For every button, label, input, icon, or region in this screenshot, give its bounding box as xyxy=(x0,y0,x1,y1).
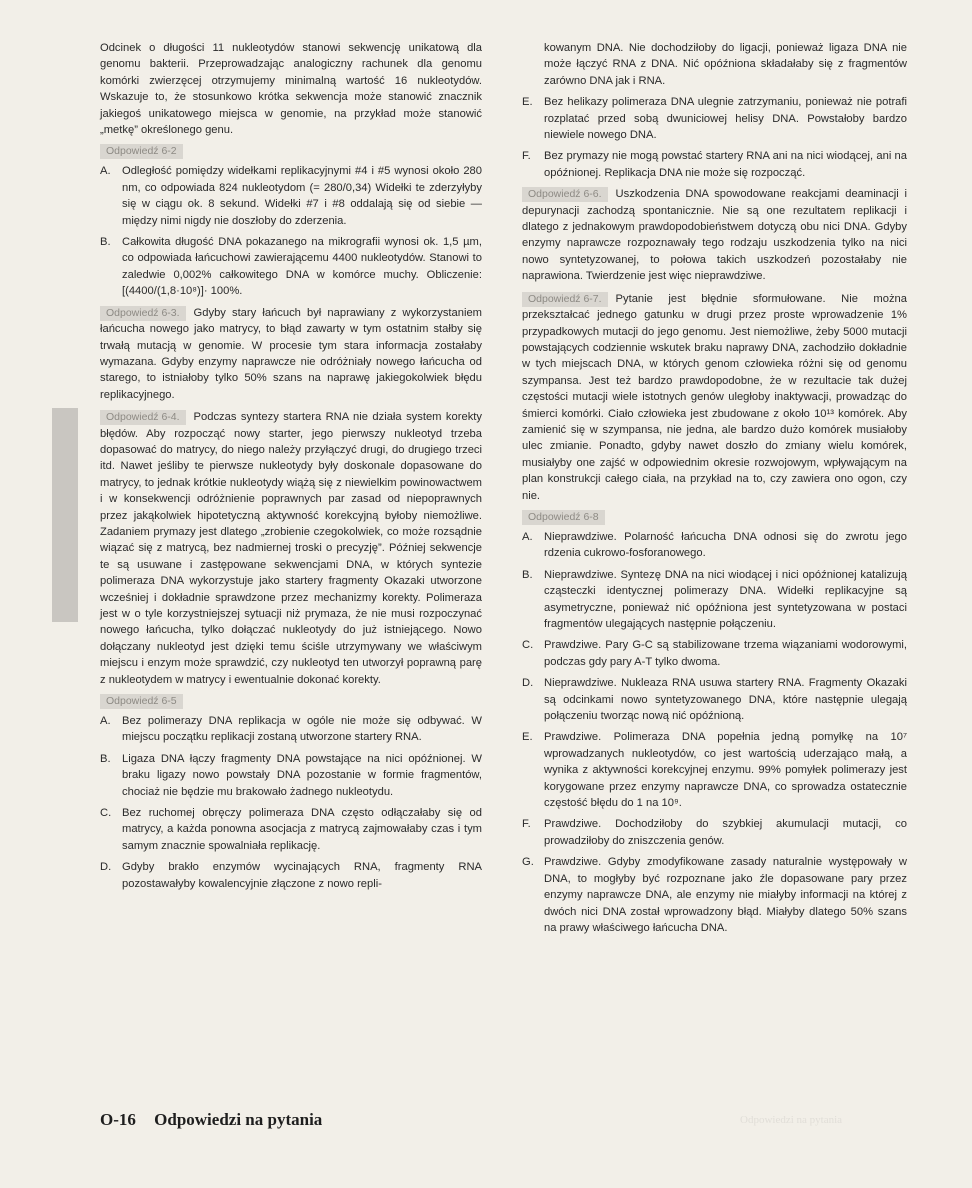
bleed-through-text: Odpowiedzi na pytania xyxy=(740,1114,843,1126)
item-letter: B. xyxy=(100,236,111,249)
item-letter: C. xyxy=(100,807,112,820)
page-footer xyxy=(100,1110,322,1130)
answer-6-8-item-e xyxy=(522,729,907,811)
item-letter: D. xyxy=(522,677,534,690)
item-text: Prawdziwe. Dochodziłoby do szybkiej akumulacji mutacji, co prowadziłoby do zniszczenia genów. xyxy=(544,818,907,847)
item-text: Nieprawdziwe. Polarność łańcucha DNA odnosi się do zwrotu jego rdzenia cukrowo-fosforanowego. xyxy=(544,530,907,560)
answer-6-8-item-f xyxy=(522,816,907,849)
answer-6-5-label: Odpowiedź 6-5 xyxy=(100,694,183,709)
item-letter: B. xyxy=(522,568,533,581)
answer-6-7-paragraph xyxy=(522,291,907,504)
answer-6-8-label: Odpowiedź 6-8 xyxy=(522,510,605,525)
item-text: Odległość pomiędzy widełkami replikacyjnymi #4 i #5 wynosi około 280 nm, co odpowiada 824 nukleotydom (= 280/0,34) Widełki te zderzyłyby się w ciągu ok. 8 sekund. Widełki #7 i #8 oddalają się od siebie — między nimi nigdy nie doszłoby do zderzenia. xyxy=(122,165,482,227)
answer-6-8-item-b xyxy=(522,567,907,633)
answer-6-5-item-f xyxy=(522,148,907,181)
item-text: Bez prymazy nie mogą powstać startery RNA ani na nici wiodącej, ani na opóźnionej. Replikacja DNA nie może się rozpocząć. xyxy=(544,150,907,179)
answer-6-5-item-c xyxy=(100,805,482,854)
answer-6-6-text: Uszkodzenia DNA spowodowane reakcjami deaminacji i depurynacji zachodzą spontanicznie. Nie są one rezultatem replikacji i dlatego z jednakowym prawdopodobieństwem dotyczą obu nici DNA. Gdyby enzymy naprawcze rozpoznawały tego rodzaju uszkodzenia tylko na nici nowo syntetyzowanej, to połowa takich uszkodzeń pozostałaby nie naprawiona. Twierdzenie jest więc nieprawdziwe. xyxy=(522,188,907,283)
item-letter: A. xyxy=(100,715,111,728)
item-text: Prawdziwe. Polimeraza DNA popełnia jedną pomyłkę na 10⁷ wprowadzanych nukleotydów, co jest wartością uderzająco małą, a wynika z aktywności korekcyjnej enzymu. 99% pomyłek polimerazy jest korygowane przez enzymy naprawcze DNA, co sprowadza ostatecznie częstość błędu do 1 na 10⁹. xyxy=(544,731,907,810)
answer-6-3-text: Gdyby stary łańcuch był naprawiany z wykorzystaniem łańcucha nowego jako matrycy, to błąd zawarty w tym ostatnim stałby się trwałą mutacją w genomie. W procesie tym stara informacja zostałaby wymazana. Gdyby enzymy naprawcze nie odróżniały nowego łańcucha od starego, to istniałoby tylko 50% szans na naprawę jakiegokolwiek błędu replikacyjnego. xyxy=(100,306,482,401)
answer-6-2-item-b xyxy=(100,234,482,300)
answer-6-5-continuation xyxy=(522,40,907,89)
answer-6-8-item-a xyxy=(522,529,907,562)
item-text: Nieprawdziwe. Nukleaza RNA usuwa startery RNA. Fragmenty Okazaki są odcinkami nowo syntetyzowanego DNA, które następnie ulegają połączeniu tworząc nową nić opóźnioną. xyxy=(544,677,907,723)
item-text: Prawdziwe. Pary G-C są stabilizowane trzema wiązaniami wodorowymi, podczas gdy pary A-T tylko dwoma. xyxy=(544,639,907,668)
margin-thumb-tab xyxy=(52,408,78,622)
left-column xyxy=(100,40,482,897)
item-letter: D. xyxy=(100,861,112,874)
item-letter: E. xyxy=(522,96,533,109)
answer-6-8-item-c xyxy=(522,637,907,670)
item-letter: G. xyxy=(522,856,534,869)
answer-6-4-label: Odpowiedź 6-4. xyxy=(100,410,186,425)
answer-6-3-paragraph xyxy=(100,305,482,403)
answer-6-3-label: Odpowiedź 6-3. xyxy=(100,306,186,321)
item-letter: A. xyxy=(100,165,111,178)
item-text: Bez ruchomej obręczy polimeraza DNA często odłączałaby się od matrycy, a każda ponowna asocjacja z matrycą zajmowałaby czas i tym samym znacznie spowalniała replikację. xyxy=(122,807,482,852)
answer-6-5-item-b xyxy=(100,751,482,800)
item-text: Nieprawdziwe. Syntezę DNA na nici wiodącej i nici opóźnionej katalizują cząsteczki identycznej polimerazy DNA. Widełki replikacyjne są asymetryczne, ponieważ nić opóźniona jest syntetyzowana w postaci fragmentów ulegających następnie połączeniu. xyxy=(544,568,907,630)
answer-6-8-item-d xyxy=(522,675,907,724)
answer-6-7-label: Odpowiedź 6-7. xyxy=(522,292,608,307)
answer-6-2-label: Odpowiedź 6-2 xyxy=(100,144,183,159)
item-letter: E. xyxy=(522,731,533,744)
item-text: Ligaza DNA łączy fragmenty DNA powstające na nici opóźnionej. W braku ligazy nowo powstały DNA pozostanie w formie fragmentów, chociaż nie będzie mu brakowało żadnego nukleotydu. xyxy=(122,752,482,798)
answer-6-8-item-g xyxy=(522,854,907,936)
item-letter: C. xyxy=(522,639,534,652)
answer-6-6-paragraph xyxy=(522,186,907,284)
item-text: Bez helikazy polimeraza DNA ulegnie zatrzymaniu, ponieważ nie potrafi rozplatać przed sobą dwuniciowej helisy DNA. Powstałoby bardzo niewiele nowego DNA. xyxy=(544,96,907,142)
answer-6-5-item-d xyxy=(100,859,482,892)
running-title: Odpowiedzi na pytania xyxy=(154,1110,323,1129)
continuation-text: kowanym DNA. Nie dochodziłoby do ligacji, ponieważ ligaza DNA nie może łączyć RNA z DNA. Nić opóźniona składałaby się z fragmentów zarówno DNA jak i RNA. xyxy=(544,42,907,87)
item-letter: F. xyxy=(522,150,531,163)
item-text: Prawdziwe. Gdyby zmodyfikowane zasady naturalnie występowały w DNA, to mogłyby być rozpoznane jako źle dopasowane pary przez enzymy naprawcze DNA, ale enzymy nie miałyby informacji na której z dwóch nici DNA został wprowadzony błąd. Miałyby dlatego 50% szans na prawy właściwego łańcucha DNA. xyxy=(544,856,907,934)
answer-6-5-item-e xyxy=(522,94,907,143)
answer-6-6-label: Odpowiedź 6-6. xyxy=(522,187,608,202)
item-text: Całkowita długość DNA pokazanego na mikrografii wynosi ok. 1,5 µm, co odpowiada łańcuchowi zawierającemu 4400 nukleotydów. Stanowi to zaledwie 0,002% całkowitego DNA w komórce muchy. Obliczenie: [(4400/(1,8·10⁸)]· 100%. xyxy=(122,236,482,298)
answer-6-5-item-a xyxy=(100,713,482,746)
right-column xyxy=(522,40,907,941)
item-letter: A. xyxy=(522,530,533,543)
item-text: Gdyby brakło enzymów wycinających RNA, fragmenty RNA pozostawałyby kowalencyjnie złączone z nowo repli- xyxy=(122,861,482,890)
answer-6-4-text: Podczas syntezy startera RNA nie działa system korekty błędów. Aby rozpocząć nowy starter, jego pierwszy nukleotyd trzeba dopasować do matrycy, do niego należy przyłączyć drugi, do drugiego trzeci itd. Nawet jeśliby te pierwsze nukleotydy były doskonale dopasowane do matrycy, to jednak krótkie nukleotydy wiążą się z niewielkim powinowactwem i w konsekwencji odróżnienie poprawnych par zasad od niepoprawnych przez jakąkolwiek hipotetyczną aktywność korekcyjną byłoby niemożliwe. Zadaniem prymazy jest dlatego „zrobienie czegokolwiek, co może rozsądnie wiązać się z matrycą, bez nadmiernej troski o precyzję”. Później sekwencje te są usuwane i zastępowane sekwencjami DNA, w których syntezie polimeraza DNA wykorzystuje jako startery fragmenty Okazaki utworzone wcześniej i dokładnie sprawdzone przez mechanizmy korekty. Polimeraza jest w o tyle korzystniejszej sytuacji niż prymaza, że nie musi rozpoczynać nowego łańcucha, tylko dołączać nukleotydy do już istniejącego. Nowo dołączany nukleotyd jest dzięki temu ściśle utrzymywany we właściwym miejscu i enzym może sprawdzić, czy nukleotyd ten utworzył poprawną parę z nukleotydem w matrycy i ewentualnie dokonać korekty. xyxy=(100,411,482,686)
item-text: Bez polimerazy DNA replikacja w ogóle nie może się odbywać. W miejscu początku replikacji zostaną utworzone startery RNA. xyxy=(122,715,482,744)
intro-paragraph: Odcinek o długości 11 nukleotydów stanowi sekwencję unikatową dla genomu bakterii. Przeprowadzając analogiczny rachunek dla genomu komórki zwierzęcej otrzymujemy minimalną wartość 16 nukleotydów. Wskazuje to, że stosunkowo krótka sekwencja może stanowić znacznik jakiegoś unikatowego miejsca w genomie, na przykład może stanowić „metkę” określonego genu. xyxy=(100,42,482,137)
page-number: O-16 xyxy=(100,1110,136,1129)
answer-6-7-text: Pytanie jest błędnie sformułowane. Nie można przekształcać jednego gatunku w drugi przez proste wprowadzenie 1% przypadkowych mutacji do jego genomu. Jest niemożliwe, żeby 5000 mutacji powstających codziennie wskutek braku naprawy DNA, zachodziło dokładnie w tych miejscach DNA, w których genom człowieka różni się od genomu szympansa. Jest też bardzo prawdopodobne, że w rezultacie tak dużej częstości mutacji wiele istotnych genów uległoby inaktywacji, prowadząc do śmierci komórki. Ciało człowieka jest zbudowane z około 10¹³ komórek. Aby zamienić się w szympansa, nie jedna, ale bardzo dużo komórek musiałoby ulec zmianie. Ponadto, gdyby nawet doszło do zmiany wielu komórek, musiałyby one zajść w odpowiednim okresie rozwojowym, wpływającym na plan konstrukcji całego ciała, na przykład na to, czy zawiera ono ogon, czy nie. xyxy=(522,292,907,502)
answer-6-2-item-a xyxy=(100,163,482,229)
item-letter: B. xyxy=(100,752,111,765)
answer-6-4-paragraph xyxy=(100,409,482,688)
item-letter: F. xyxy=(522,818,531,831)
